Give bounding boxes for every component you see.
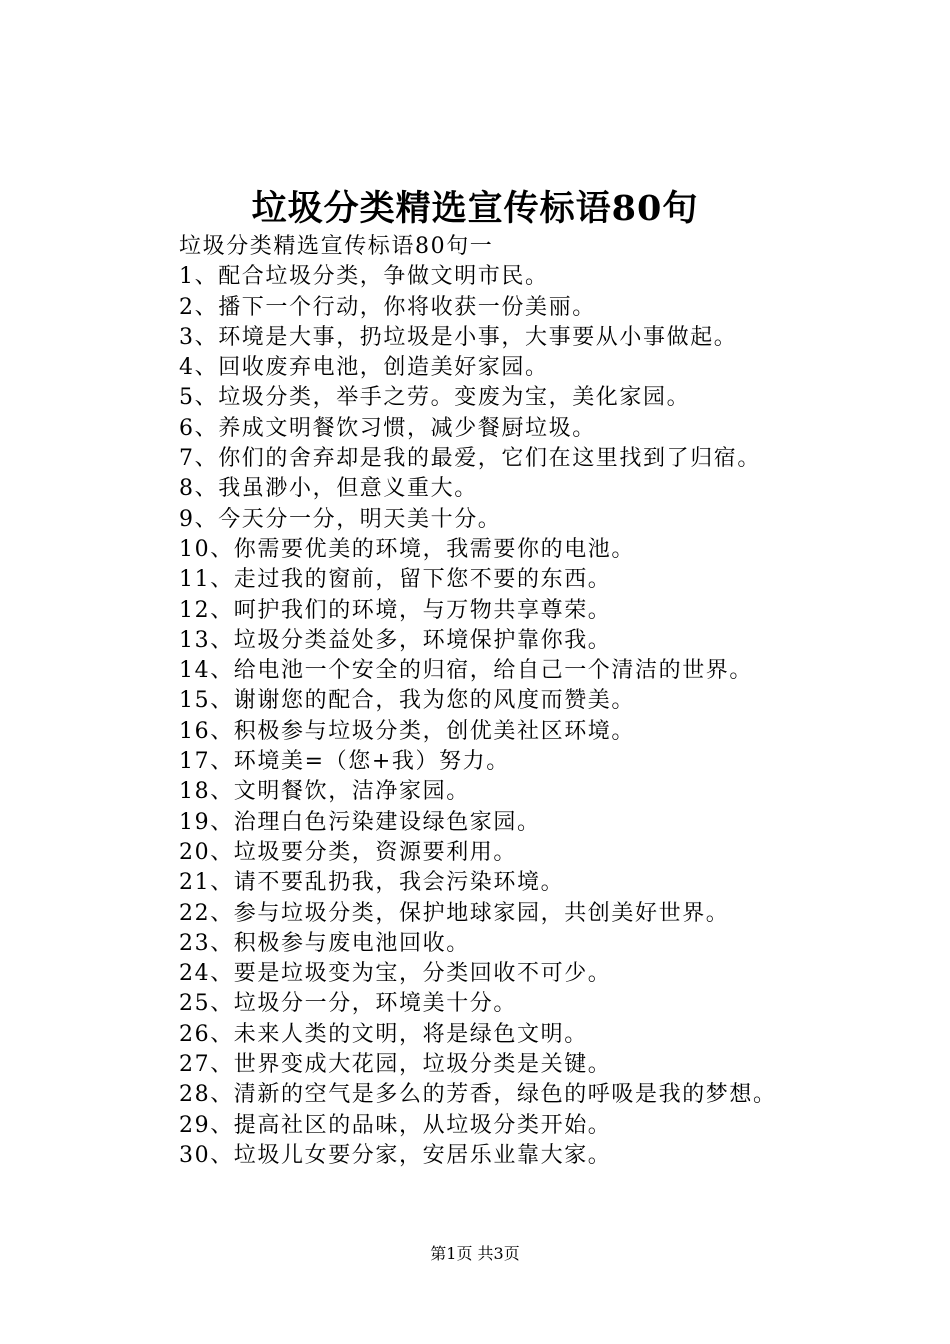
slogan-item: 5、垃圾分类，举手之劳。变废为宝，美化家园。 bbox=[179, 385, 691, 411]
slogan-item: 25、垃圾分一分，环境美十分。 bbox=[179, 991, 517, 1017]
slogan-item: 26、未来人类的文明，将是绿色文明。 bbox=[179, 1021, 588, 1047]
slogan-item: 3、环境是大事，扔垃圾是小事，大事要从小事做起。 bbox=[179, 324, 738, 350]
section-heading: 垃圾分类精选宣传标语80句一 bbox=[179, 234, 494, 259]
slogan-item: 1、配合垃圾分类，争做文明市民。 bbox=[179, 264, 549, 290]
slogan-item: 24、要是垃圾变为宝，分类回收不可少。 bbox=[179, 961, 612, 987]
slogan-item: 29、提高社区的品味，从垃圾分类开始。 bbox=[179, 1112, 612, 1138]
slogan-item: 6、养成文明餐饮习惯，减少餐厨垃圾。 bbox=[179, 415, 596, 441]
page-footer: 第1页 共3页 bbox=[430, 1244, 520, 1263]
slogan-item: 27、世界变成大花园，垃圾分类是关键。 bbox=[179, 1052, 612, 1078]
slogan-list bbox=[179, 262, 899, 1171]
slogan-item: 28、清新的空气是多么的芳香，绿色的呼吸是我的梦想。 bbox=[179, 1082, 777, 1108]
slogan-item: 21、请不要乱扔我，我会污染环境。 bbox=[179, 870, 565, 896]
slogan-item: 15、谢谢您的配合，我为您的风度而赞美。 bbox=[179, 688, 635, 714]
document-title: 垃圾分类精选宣传标语80句 bbox=[251, 188, 699, 229]
slogan-item: 4、回收废弃电池，创造美好家园。 bbox=[179, 355, 549, 381]
slogan-item: 20、垃圾要分类，资源要利用。 bbox=[179, 839, 517, 865]
slogan-item: 2、播下一个行动，你将收获一份美丽。 bbox=[179, 294, 596, 320]
slogan-item: 12、呵护我们的环境，与万物共享尊荣。 bbox=[179, 597, 612, 623]
slogan-item: 18、文明餐饮，洁净家园。 bbox=[179, 779, 470, 805]
slogan-item: 16、积极参与垃圾分类，创优美社区环境。 bbox=[179, 718, 635, 744]
slogan-item: 10、你需要优美的环境，我需要你的电池。 bbox=[179, 536, 635, 562]
slogan-item: 19、治理白色污染建设绿色家园。 bbox=[179, 809, 541, 835]
slogan-item: 23、积极参与废电池回收。 bbox=[179, 930, 470, 956]
slogan-item: 13、垃圾分类益处多，环境保护靠你我。 bbox=[179, 627, 612, 653]
slogan-item: 7、你们的舍弃却是我的最爱，它们在这里找到了归宿。 bbox=[179, 446, 761, 472]
document-body bbox=[179, 232, 899, 1171]
slogan-item: 8、我虽渺小，但意义重大。 bbox=[179, 476, 478, 502]
slogan-item: 17、环境美=（您+我）努力。 bbox=[179, 749, 510, 775]
slogan-item: 14、给电池一个安全的归宿，给自己一个清洁的世界。 bbox=[179, 658, 753, 684]
slogan-item: 11、走过我的窗前，留下您不要的东西。 bbox=[179, 567, 612, 593]
slogan-item: 30、垃圾儿女要分家，安居乐业靠大家。 bbox=[179, 1142, 612, 1168]
slogan-item: 9、今天分一分，明天美十分。 bbox=[179, 506, 502, 532]
slogan-item: 22、参与垃圾分类，保护地球家园，共创美好世界。 bbox=[179, 900, 730, 926]
